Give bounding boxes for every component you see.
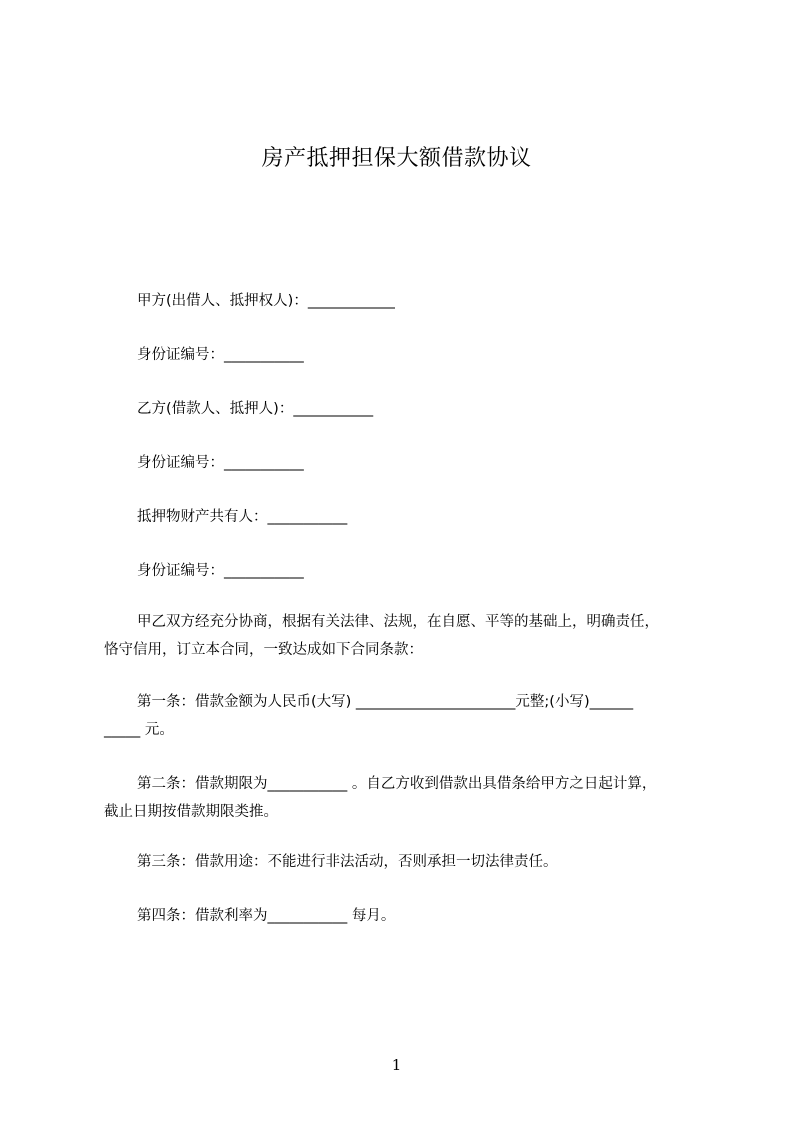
page-number: 1 — [391, 1056, 402, 1074]
article-2-line-1: 第二条：借款期限为___________ 。自乙方收到借款出具借条给甲方之日起计算， — [137, 776, 657, 792]
party-b-id-line: 身份证编号：___________ — [137, 455, 304, 471]
page-title: 房产抵押担保大额借款协议 — [261, 146, 532, 171]
article-3-line: 第三条：借款用途：不能进行非法活动，否则承担一切法律责任。 — [137, 854, 558, 870]
article-4-line: 第四条：借款利率为___________ 每月。 — [137, 908, 396, 924]
party-a-line: 甲方(出借人、抵押权人)：____________ — [137, 293, 395, 309]
party-a-id-line: 身份证编号：___________ — [137, 347, 304, 363]
preamble-line-1: 甲乙双方经充分协商，根据有关法律、法规，在自愿、平等的基础上，明确责任， — [137, 614, 659, 630]
co-owner-line: 抵押物财产共有人：___________ — [137, 509, 348, 525]
party-b-line: 乙方(借款人、抵押人)：___________ — [137, 401, 374, 417]
article-1-line-2: _____ 元。 — [104, 722, 174, 738]
article-1-line-1: 第一条：借款金额为人民币(大写) ______________________元整;(小写)______ — [137, 694, 634, 710]
co-owner-id-line: 身份证编号：___________ — [137, 563, 304, 579]
article-2-line-2: 截止日期按借款期限类推。 — [104, 804, 278, 820]
preamble-line-2: 恪守信用，订立本合同，一致达成如下合同条款： — [104, 642, 423, 658]
